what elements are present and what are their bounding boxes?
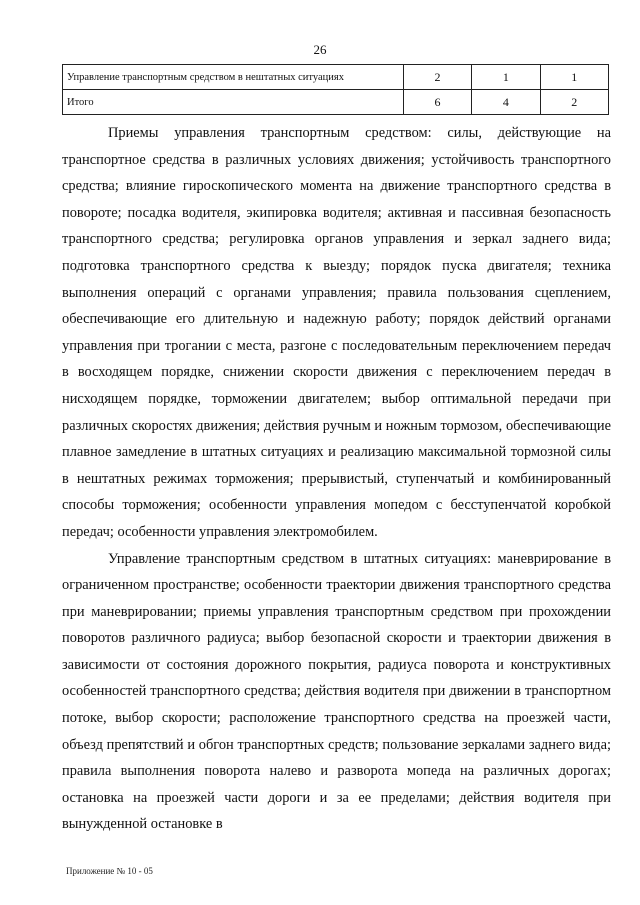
page-number: 26: [313, 42, 327, 57]
footer-note: Приложение № 10 - 05: [66, 866, 153, 876]
body-text: [62, 120, 611, 838]
table-row: [63, 65, 609, 90]
hours-table: [62, 64, 609, 115]
table-cell-value: 6: [403, 90, 471, 115]
paragraph-driving-techniques: Приемы управления транспортным средством: силы, действующие на транспортное средства в различных условиях движения; устойчивость транспортного средства; влияние гироскопического момента на движение транспортного средства в повороте; посадка водителя, экипировка водителя; активная и пассивная безопасность транспортного средства; регулировка органов управления и зеркал заднего вида; подготовка транспортного средства к выезду; порядок пуска двигателя; техника выполнения операций с органами управления; правила пользования сцеплением, обеспечивающие его длительную и надежную работу; порядок действий органами управления при трогании с места, разгоне с последовательным переключением передач в восходящем порядке, снижении скорости движения с переключением передач в нисходящем порядке, торможении двигателем; выбор оптимальной передачи при различных скоростях движения; действия ручным и ножным тормозом, обеспечивающие плавное замедление в штатных ситуациях и реализацию максимальной тормозной силы в нештатных режимах торможения; прерывистый, ступенчатый и комбинированный способы торможения; особенности управления мопедом с бесступенчатой коробкой передач; особенности управления электромобилем.: [62, 125, 611, 540]
table-cell-value: 1: [472, 65, 540, 90]
table-cell-value: 2: [540, 90, 608, 115]
table-row: [63, 90, 609, 115]
table-cell-label: Итого: [63, 90, 404, 115]
table-cell-value: 2: [403, 65, 471, 90]
table-cell-value: 1: [540, 65, 608, 90]
table-cell-label: Управление транспортным средством в нештатных ситуациях: [63, 65, 404, 90]
table-cell-value: 4: [472, 90, 540, 115]
paragraph-normal-situations: Управление транспортным средством в штатных ситуациях: маневрирование в ограниченном пространстве; особенности траектории движения транспортного средства при маневрировании; приемы управления транспортным средством при прохождении поворотов различного радиуса; выбор безопасной скорости и траектории движения в зависимости от состояния дорожного покрытия, радиуса поворота и конструктивных особенностей транспортного средства; действия водителя при движении в транспортном потоке, выбор скорости; расположение транспортного средства на проезжей части, объезд препятствий и обгон транспортных средств; пользование зеркалами заднего вида; правила выполнения поворота налево и разворота мопеда на различных дорогах; остановка на проезжей части дороги и за ее пределами; действия водителя при вынужденной остановке в: [62, 550, 611, 833]
